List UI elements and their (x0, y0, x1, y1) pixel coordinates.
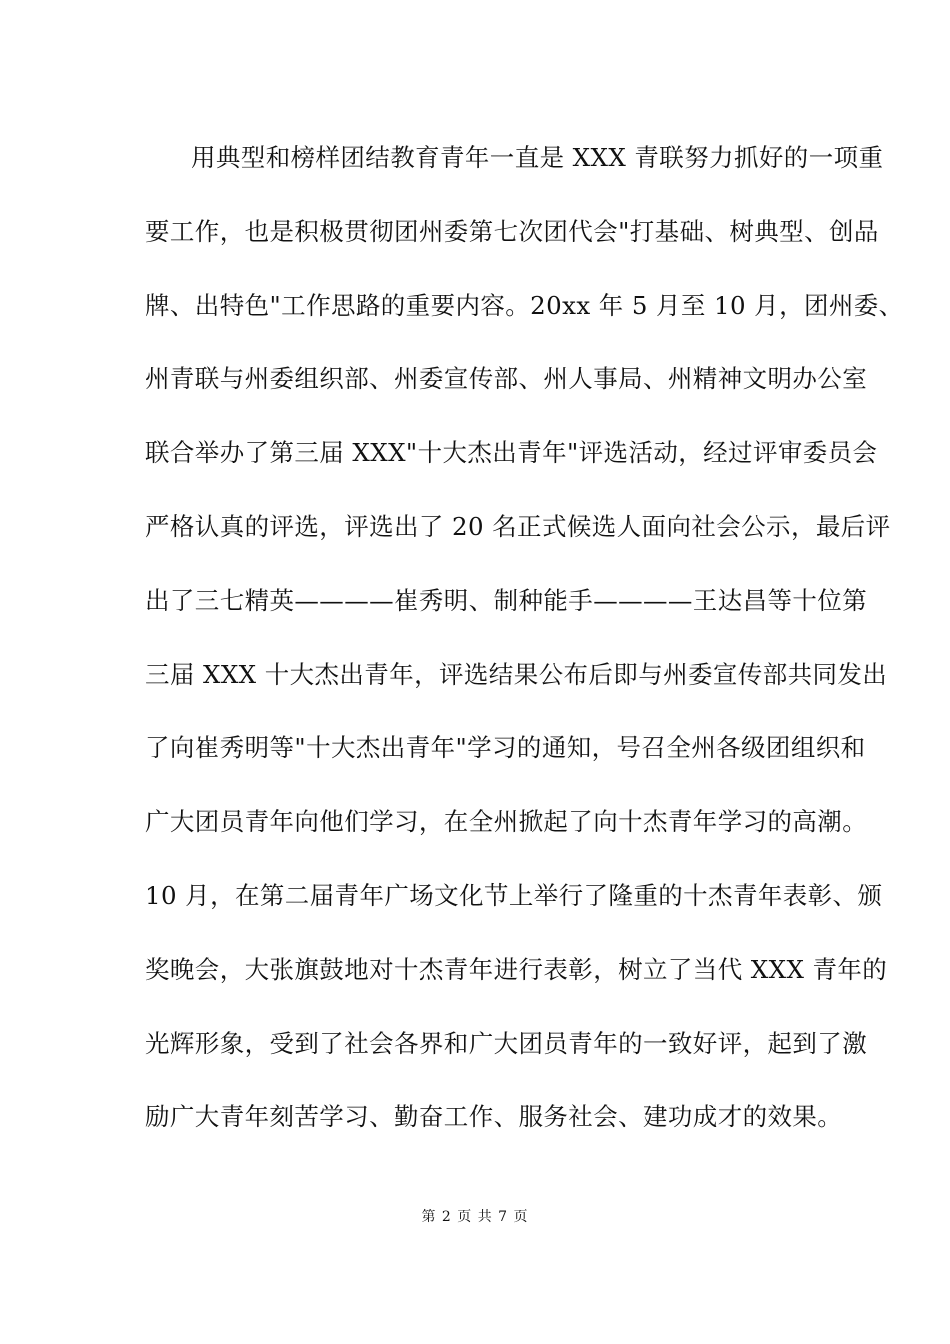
body-paragraph (145, 134, 904, 1167)
text-line: 奖晚会，大张旗鼓地对十杰青年进行表彰，树立了当代 XXX 青年的 (145, 954, 888, 984)
text-line: 州青联与州委组织部、州委宣传部、州人事局、州精神文明办公室 (145, 364, 868, 394)
text-line: 联合举办了第三届 XXX"十大杰出青年"评选活动，经过评审委员会 (145, 438, 878, 468)
text-line: 光辉形象，受到了社会各界和广大团员青年的一致好评，起到了激 (145, 1028, 868, 1058)
text-line: 广大团员青年向他们学习，在全州掀起了向十杰青年学习的高潮。 (145, 807, 868, 837)
text-line: 了向崔秀明等"十大杰出青年"学习的通知，号召全州各级团组织和 (145, 733, 866, 763)
text-line: 三届 XXX 十大杰出青年，评选结果公布后即与州委宣传部共同发出 (145, 659, 888, 689)
text-line: 10 月，在第二届青年广场文化节上举行了隆重的十杰青年表彰、颁 (145, 880, 883, 910)
text-line: 严格认真的评选，评选出了 20 名正式候选人面向社会公示，最后评 (145, 511, 891, 541)
text-line: 牌、出特色"工作思路的重要内容。20xx 年 5 月至 10 月，团州委、 (145, 290, 904, 320)
page-number: 第 2 页 共 7 页 (421, 1209, 529, 1225)
text-line: 要工作，也是积极贯彻团州委第七次团代会"打基础、树典型、创品 (145, 216, 879, 246)
text-line: 出了三七精英————崔秀明、制种能手————王达昌等十位第 (145, 585, 868, 615)
text-line: 用典型和榜样团结教育青年一直是 XXX 青联努力抓好的一项重 (191, 143, 884, 172)
text-line: 励广大青年刻苦学习、勤奋工作、服务社会、建功成才的效果。 (145, 1102, 843, 1132)
